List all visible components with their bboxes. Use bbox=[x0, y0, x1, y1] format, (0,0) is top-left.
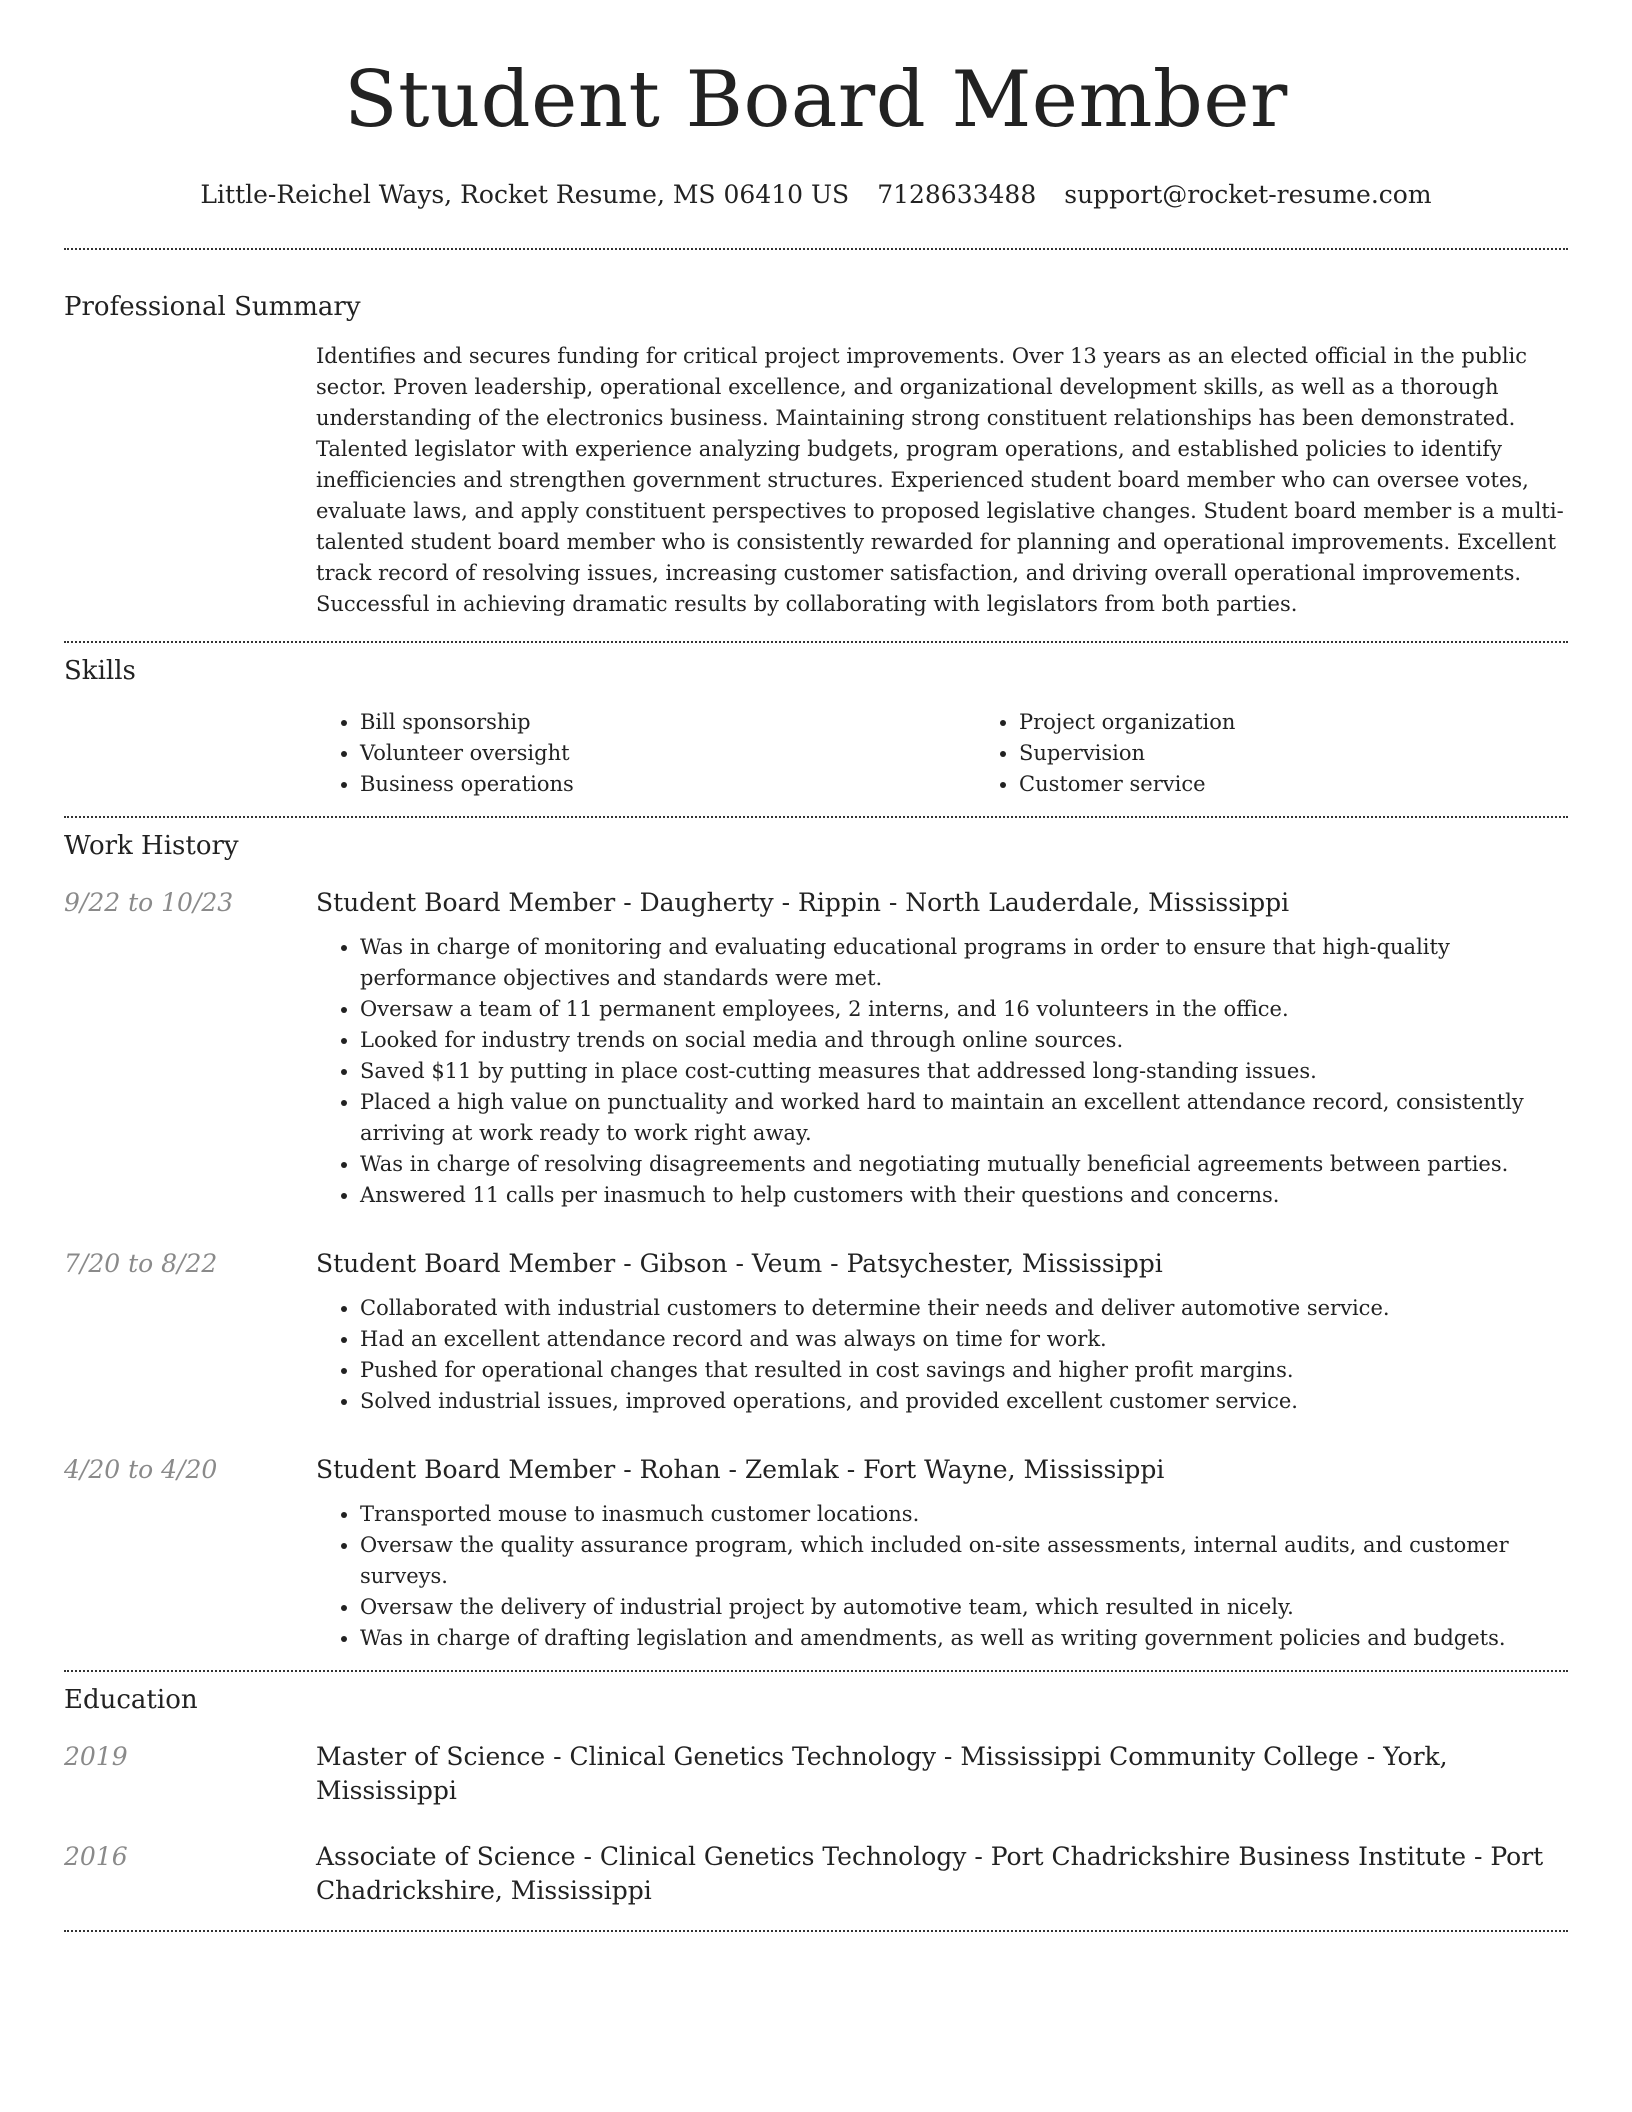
skills-section-title: Skills bbox=[64, 656, 136, 686]
candidate-name: Student Board Member bbox=[344, 55, 1288, 145]
education-heading: Associate of Science - Clinical Genetics Technology - Port Chadrickshire Business Institute - Port Chadrickshire, Mississippi bbox=[316, 1842, 1544, 1905]
education-heading: Master of Science - Clinical Genetics Technology - Mississippi Community College - York, Mississippi bbox=[316, 1742, 1448, 1805]
job-bullet: • Oversaw the quality assurance program, which included on-site assessments, internal audits, and customer surveys. bbox=[360, 1530, 1568, 1592]
contact-email: support@rocket-resume.com bbox=[1064, 180, 1432, 209]
divider bbox=[64, 1670, 1568, 1672]
job-heading: Student Board Member - Gibson - Veum - Patsychester, Mississippi bbox=[316, 1249, 1163, 1278]
job-bullet: • Oversaw a team of 11 permanent employees, 2 interns, and 16 volunteers in the office. bbox=[360, 994, 1568, 1025]
job-bullets bbox=[316, 1499, 1568, 1654]
contact-phone: 7128633488 bbox=[877, 180, 1037, 209]
job-entry bbox=[64, 1453, 1568, 1654]
skills-list-right bbox=[975, 707, 1632, 800]
skills-list-left bbox=[316, 707, 975, 800]
summary-text: Identifies and secures funding for critical project improvements. Over 13 years as an elected official in the public sector. Proven leadership, operational excellence, and organizational development skills, as well as a thorough understanding of the electronics business. Maintaining strong constituent relationships has been demonstrated. Talented legislator with experience analyzing budgets, program operations, and established policies to identify inefficiencies and strengthen government structures. Experienced student board member who can oversee votes, evaluate laws, and apply constituent perspectives to proposed legislative changes. Student board member is a multi-talented student board member who is consistently rewarded for planning and operational improvements. Excellent track record of resolving issues, increasing customer satisfaction, and driving overall operational improvements. Successful in achieving dramatic results by collaborating with legislators from both parties. bbox=[316, 344, 1564, 616]
job-bullet: • Solved industrial issues, improved operations, and provided excellent customer service. bbox=[360, 1386, 1568, 1417]
skill-item: • Business operations bbox=[360, 769, 975, 800]
job-bullet: • Collaborated with industrial customers to determine their needs and deliver automotive service. bbox=[360, 1293, 1568, 1324]
job-dates: 9/22 to 10/23 bbox=[64, 888, 234, 917]
divider bbox=[64, 248, 1568, 250]
skills-grid bbox=[316, 707, 1632, 800]
education-section-title: Education bbox=[64, 1685, 198, 1715]
summary-section bbox=[64, 341, 1568, 620]
contact-address: Little-Reichel Ways, Rocket Resume, MS 06410 US bbox=[200, 180, 850, 209]
job-bullet: • Had an excellent attendance record and was always on time for work. bbox=[360, 1324, 1568, 1355]
education-year: 2019 bbox=[64, 1742, 128, 1771]
job-dates: 7/20 to 8/22 bbox=[64, 1249, 218, 1278]
education-entry bbox=[64, 1840, 1568, 1908]
job-bullet: • Saved $11 by putting in place cost-cutting measures that addressed long-standing issues. bbox=[360, 1056, 1568, 1087]
skill-item: • Volunteer oversight bbox=[360, 738, 975, 769]
job-entry bbox=[64, 1247, 1568, 1417]
job-bullet: • Looked for industry trends on social media and through online sources. bbox=[360, 1025, 1568, 1056]
job-bullet: • Oversaw the delivery of industrial project by automotive team, which resulted in nicely. bbox=[360, 1592, 1568, 1623]
divider bbox=[64, 641, 1568, 643]
job-heading: Student Board Member - Rohan - Zemlak - Fort Wayne, Mississippi bbox=[316, 1455, 1165, 1484]
job-bullet: • Was in charge of drafting legislation and amendments, as well as writing government policies and budgets. bbox=[360, 1623, 1568, 1654]
job-dates: 4/20 to 4/20 bbox=[64, 1455, 218, 1484]
job-bullets bbox=[316, 932, 1568, 1211]
job-bullet: • Was in charge of resolving disagreements and negotiating mutually beneficial agreements between parties. bbox=[360, 1149, 1568, 1180]
job-bullets bbox=[316, 1293, 1568, 1417]
skill-item: • Bill sponsorship bbox=[360, 707, 975, 738]
job-bullet: • Transported mouse to inasmuch customer locations. bbox=[360, 1499, 1568, 1530]
summary-section-title: Professional Summary bbox=[64, 292, 361, 322]
job-bullet: • Placed a high value on punctuality and worked hard to maintain an excellent attendance record, consistently arriving at work ready to work right away. bbox=[360, 1087, 1568, 1149]
work-section-title: Work History bbox=[64, 831, 239, 861]
skill-item: • Project organization bbox=[1019, 707, 1632, 738]
job-heading: Student Board Member - Daugherty - Rippin - North Lauderdale, Mississippi bbox=[316, 888, 1290, 917]
education-entry bbox=[64, 1740, 1568, 1808]
job-bullet: • Was in charge of monitoring and evaluating educational programs in order to ensure that high-quality performance objectives and standards were met. bbox=[360, 932, 1568, 994]
contact-line bbox=[64, 178, 1568, 212]
job-entry bbox=[64, 886, 1568, 1211]
skills-section bbox=[64, 707, 1568, 800]
skill-item: • Customer service bbox=[1019, 769, 1632, 800]
job-bullet: • Answered 11 calls per inasmuch to help customers with their questions and concerns. bbox=[360, 1180, 1568, 1211]
job-bullet: • Pushed for operational changes that resulted in cost savings and higher profit margins. bbox=[360, 1355, 1568, 1386]
divider bbox=[64, 816, 1568, 818]
skill-item: • Supervision bbox=[1019, 738, 1632, 769]
education-year: 2016 bbox=[64, 1842, 128, 1871]
divider bbox=[64, 1930, 1568, 1932]
